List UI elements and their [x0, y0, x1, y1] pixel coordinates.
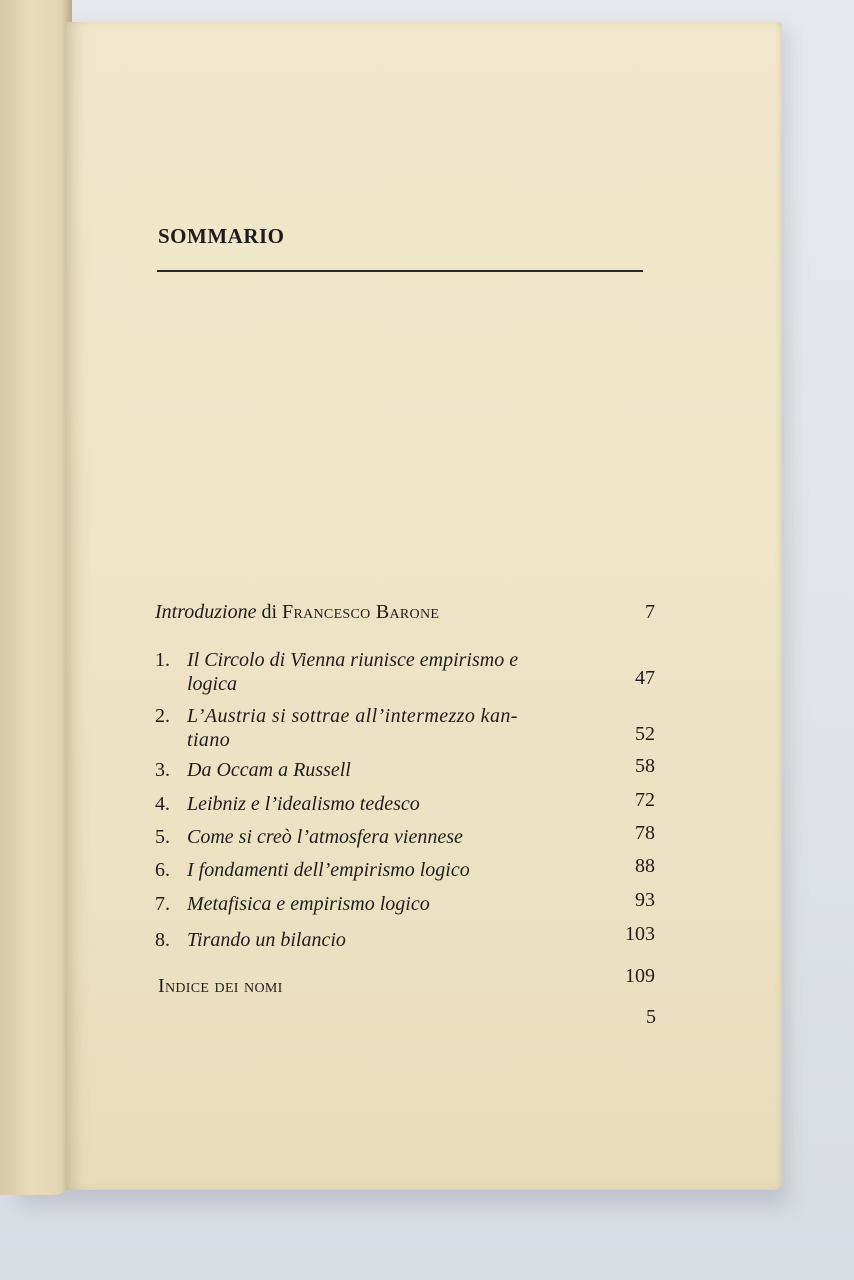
chapter-number: 6.: [155, 859, 170, 881]
chapter-number: 8.: [155, 929, 170, 951]
intro-author: Francesco Barone: [282, 601, 440, 623]
chapter-title: Tirando un bilancio: [187, 929, 346, 951]
chapter-title-line2: logica: [187, 673, 237, 695]
index-page: 109: [625, 965, 655, 987]
chapter-page: 93: [635, 889, 655, 911]
chapter-page: 88: [635, 855, 655, 877]
chapter-page: 52: [635, 723, 655, 745]
chapter-number: 2.: [155, 705, 170, 727]
chapter-title: Come si creò l’atmosfera viennese: [187, 826, 463, 848]
title-rule: [157, 270, 643, 272]
chapter-page: 58: [635, 755, 655, 777]
intro-page: 7: [645, 601, 655, 623]
chapter-number: 3.: [155, 759, 170, 781]
chapter-title-line2: tiano: [187, 729, 231, 751]
chapter-number: 1.: [155, 649, 170, 671]
intro-label: Introduzione: [155, 601, 257, 623]
page-title: SOMMARIO: [158, 224, 285, 248]
chapter-title: Metafisica e empirismo logico: [187, 893, 430, 915]
chapter-title: Leibniz e l’idealismo tedesco: [187, 793, 420, 815]
chapter-page: 72: [635, 789, 655, 811]
chapter-number: 4.: [155, 793, 170, 815]
page-number: 5: [646, 1006, 656, 1028]
chapter-title: [187, 704, 595, 752]
intro-connector: di: [261, 601, 278, 623]
chapter-number: 7.: [155, 893, 170, 915]
chapter-title: [187, 648, 595, 696]
chapter-page: 103: [625, 923, 655, 945]
chapter-title-line1: L’Austria si sottrae all’intermezzo kan-: [187, 705, 518, 727]
chapter-title: I fondamenti dell’empirismo logico: [187, 859, 470, 881]
index-label: Indice dei nomi: [158, 975, 283, 997]
chapter-title-line1: Il Circolo di Vienna riunisce empirismo e: [187, 649, 519, 671]
left-page-edge: [0, 0, 72, 1195]
chapter-page: 47: [635, 667, 655, 689]
chapter-number: 5.: [155, 826, 170, 848]
chapter-title: Da Occam a Russell: [187, 759, 351, 781]
chapter-page: 78: [635, 822, 655, 844]
